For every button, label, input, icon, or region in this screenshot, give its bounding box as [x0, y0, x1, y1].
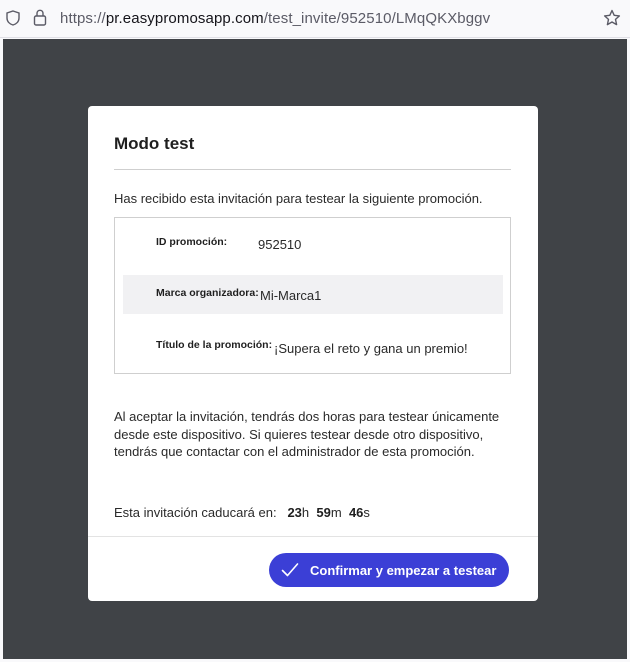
- detail-row-organizer-brand: [123, 275, 503, 314]
- title-divider: [114, 169, 511, 170]
- url-scheme: https://: [60, 10, 106, 27]
- footer-divider: [88, 536, 538, 537]
- confirm-start-testing-button[interactable]: [269, 553, 509, 587]
- shield-icon[interactable]: [6, 10, 20, 26]
- seconds-unit: s: [363, 505, 370, 520]
- countdown-seconds: 46: [348, 505, 364, 520]
- notice-text: Al aceptar la invitación, tendrás dos horas para testear únicamente desde este dispositivo. Si quieres testear desde otro dispositivo, tendrás que contactar con el administrador de esta promoción.: [114, 409, 500, 459]
- bookmark-star-icon[interactable]: [603, 9, 621, 27]
- expiry-countdown: [114, 505, 370, 520]
- intro-text: Has recibido esta invitación para testear la siguiente promoción.: [114, 191, 483, 206]
- promotion-details: [114, 217, 511, 374]
- url-path: /test_invite/952510/LMqQKXbggv: [263, 10, 491, 27]
- detail-row-promotion-title: [123, 328, 503, 367]
- detail-label: Marca organizadora:: [156, 287, 259, 299]
- detail-row-promotion-id: [123, 221, 503, 260]
- address-field[interactable]: [60, 10, 490, 27]
- browser-url-bar: [0, 0, 630, 38]
- countdown-minutes: 59: [316, 505, 331, 520]
- detail-label: ID promoción:: [156, 236, 228, 248]
- detail-value: ¡Supera el reto y gana un premio!: [274, 341, 468, 356]
- url-host: pr.easypromosapp.com: [105, 10, 264, 27]
- minutes-unit: m: [330, 505, 342, 520]
- expiry-label: Esta invitación caducará en:: [114, 505, 277, 520]
- hours-unit: h: [301, 505, 310, 520]
- checkmark-icon: [281, 561, 299, 579]
- detail-value: Mi-Marca1: [260, 288, 322, 303]
- detail-label: Título de la promoción:: [156, 339, 273, 351]
- countdown-hours: 23: [287, 505, 302, 520]
- test-mode-dialog: [88, 106, 538, 601]
- lock-icon[interactable]: [33, 9, 47, 26]
- dialog-title: Modo test: [114, 134, 195, 153]
- detail-value: 952510: [258, 237, 302, 252]
- confirm-button-label: Confirmar y empezar a testear: [310, 563, 497, 578]
